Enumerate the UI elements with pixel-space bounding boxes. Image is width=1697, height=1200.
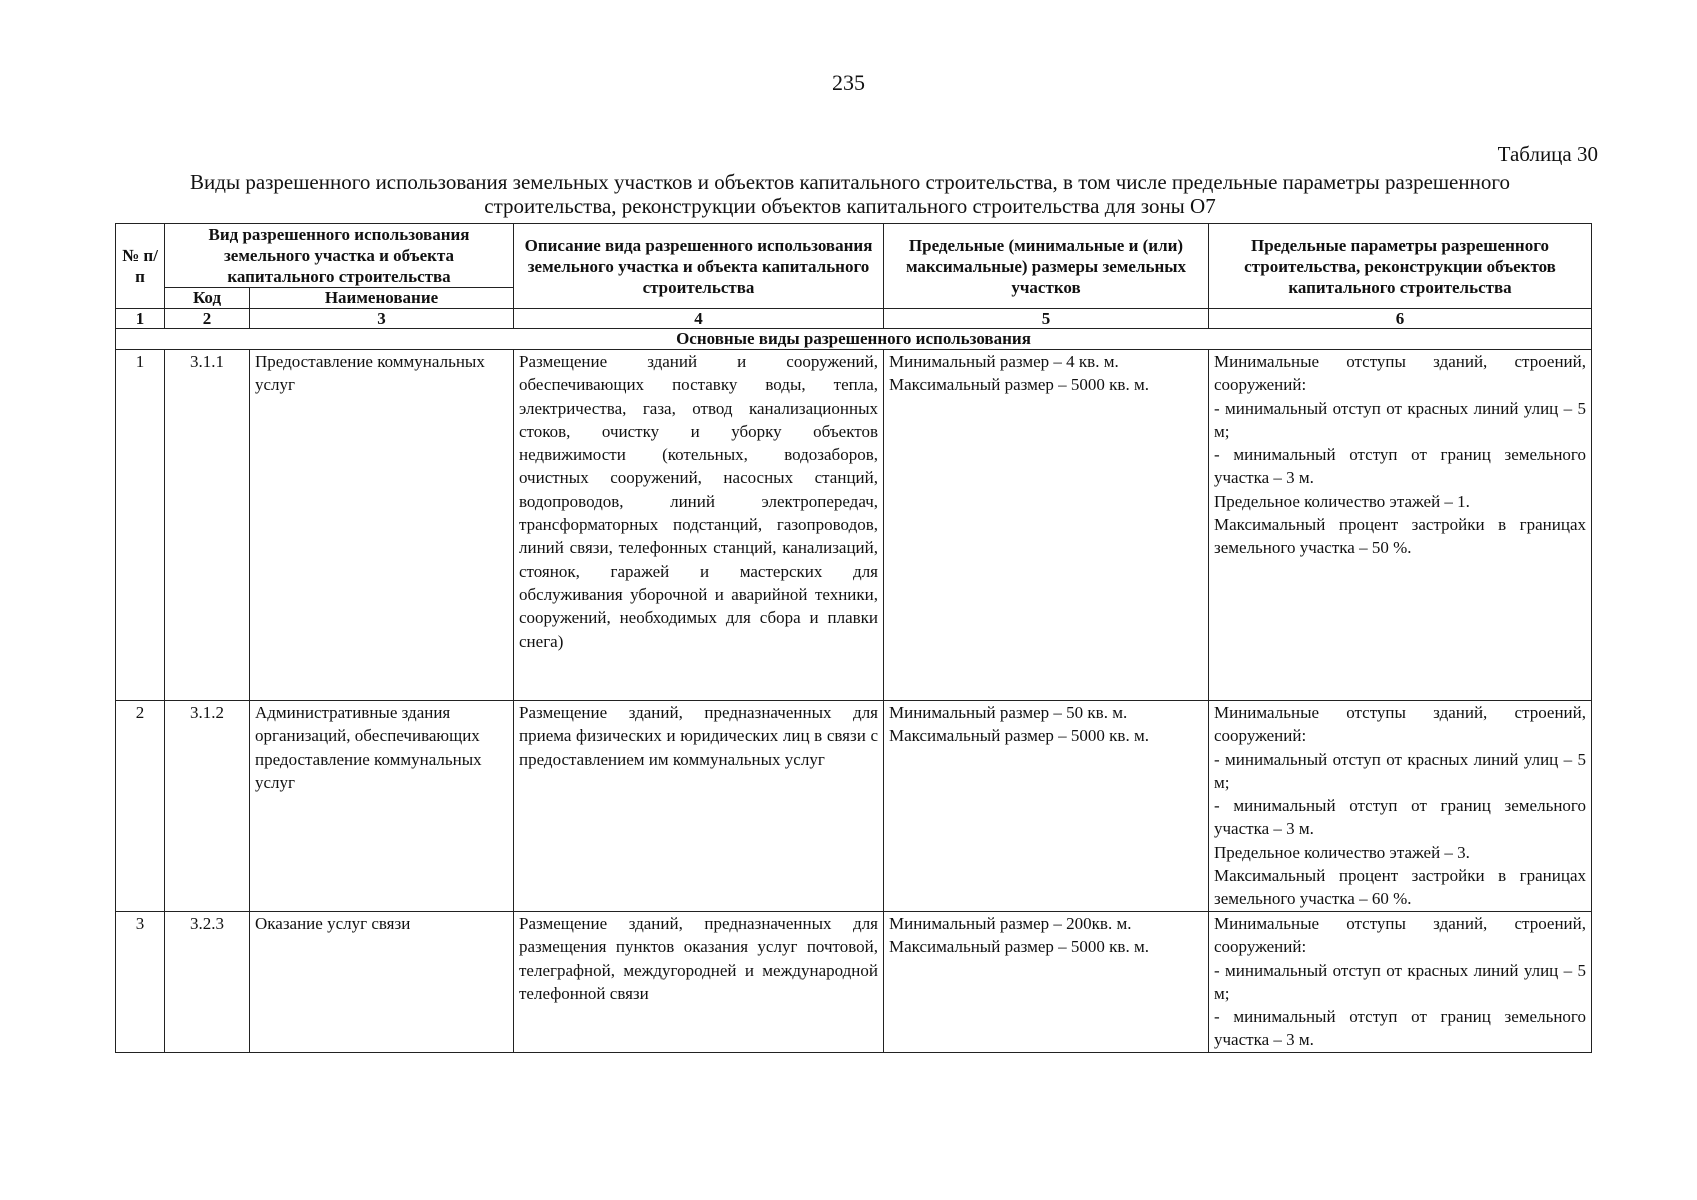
row-params <box>1209 350 1592 701</box>
column-number: 2 <box>165 309 250 329</box>
row-name: Оказание услуг связи <box>250 912 514 1053</box>
size-line: Максимальный размер – 5000 кв. м. <box>889 726 1149 746</box>
section-row <box>116 329 1592 350</box>
header-name: Наименование <box>250 288 514 309</box>
size-line: Максимальный размер – 5000 кв. м. <box>889 937 1149 957</box>
row-code: 3.1.2 <box>165 701 250 912</box>
row-sizes <box>884 701 1209 912</box>
row-num: 2 <box>116 701 165 912</box>
param-line: - минимальный отступ от красных линий улиц – 5 м; <box>1214 749 1586 792</box>
size-line: Максимальный размер – 5000 кв. м. <box>889 375 1149 395</box>
size-line: Минимальный размер – 50 кв. м. <box>889 703 1128 722</box>
row-num: 3 <box>116 912 165 1053</box>
zoning-table <box>115 223 1592 1053</box>
param-line: - минимальный отступ от границ земельного участка – 3 м. <box>1214 445 1586 488</box>
column-number: 5 <box>884 309 1209 329</box>
page-number: 235 <box>832 70 865 95</box>
column-number: 3 <box>250 309 514 329</box>
row-description: Размещение зданий, предназначенных для размещения пунктов оказания услуг почтовой, телеграфной, междугородней и международной телефонной связи <box>514 912 884 1053</box>
param-line: Максимальный процент застройки в границах земельного участка – 60 %. <box>1214 866 1586 909</box>
size-line: Минимальный размер – 200кв. м. <box>889 914 1132 933</box>
param-line: Максимальный процент застройки в границах земельного участка – 50 %. <box>1214 515 1586 558</box>
header-kind: Вид разрешенного использования земельного участка и объекта капитального строительства <box>165 224 514 288</box>
header-description: Описание вида разрешенного использования земельного участка и объекта капитального строительства <box>514 224 884 309</box>
row-code: 3.2.3 <box>165 912 250 1053</box>
table-row <box>116 701 1592 912</box>
column-number: 6 <box>1209 309 1592 329</box>
table-row <box>116 350 1592 701</box>
param-line: Минимальные отступы зданий, строений, сооружений: <box>1214 914 1586 957</box>
table-row <box>116 912 1592 1053</box>
param-line: - минимальный отступ от границ земельного участка – 3 м. <box>1214 796 1586 839</box>
row-params <box>1209 701 1592 912</box>
header-sizes: Предельные (минимальные и (или) максимальные) размеры земельных участков <box>884 224 1209 309</box>
param-line: Предельное количество этажей – 3. <box>1214 842 1470 862</box>
row-sizes <box>884 912 1209 1053</box>
column-number: 4 <box>514 309 884 329</box>
column-number-row <box>116 309 1592 329</box>
header-code: Код <box>165 288 250 309</box>
column-number: 1 <box>116 309 165 329</box>
header-num: № п/п <box>116 224 165 309</box>
param-line: - минимальный отступ от границ земельного участка – 3 м. <box>1214 1007 1586 1050</box>
header-row-1 <box>116 224 1592 288</box>
row-num: 1 <box>116 350 165 701</box>
row-params <box>1209 912 1592 1053</box>
section-title: Основные виды разрешенного использования <box>116 329 1592 350</box>
param-line: - минимальный отступ от красных линий улиц – 5 м; <box>1214 960 1586 1003</box>
param-line: Минимальные отступы зданий, строений, сооружений: <box>1214 352 1586 395</box>
table-title: Виды разрешенного использования земельных участков и объектов капитального строительства, в том числе предельные параметры разрешенного строительства, реконструкции объектов капитального строительства для зоны О7 <box>190 170 1510 218</box>
size-line: Минимальный размер – 4 кв. м. <box>889 352 1119 371</box>
param-line: Предельное количество этажей – 1. <box>1214 491 1470 511</box>
row-code: 3.1.1 <box>165 350 250 701</box>
param-line: - минимальный отступ от красных линий улиц – 5 м; <box>1214 398 1586 441</box>
row-description: Размещение зданий, предназначенных для приема физических и юридических лиц в связи с предоставлением им коммунальных услуг <box>514 701 884 912</box>
param-line: Минимальные отступы зданий, строений, сооружений: <box>1214 703 1586 746</box>
row-sizes <box>884 350 1209 701</box>
row-name: Предоставление коммунальных услуг <box>250 350 514 701</box>
row-description: Размещение зданий и сооружений, обеспечивающих поставку воды, тепла, электричества, газа, отвод канализационных стоков, очистку и уборку объектов недвижимости (котельных, водозаборов, очистных сооружений, насосных станций, водопроводов, линий электропередач, трансформаторных подстанций, газопроводов, линий связи, телефонных станций, канализаций, стоянок, гаражей и мастерских для обслуживания уборочной и аварийной техники, сооружений, необходимых для сбора и плавки снега) <box>514 350 884 701</box>
table-label: Таблица 30 <box>1497 142 1598 166</box>
header-params: Предельные параметры разрешенного строительства, реконструкции объектов капитального строительства <box>1209 224 1592 309</box>
row-name: Административные здания организаций, обеспечивающих предоставление коммунальных услуг <box>250 701 514 912</box>
